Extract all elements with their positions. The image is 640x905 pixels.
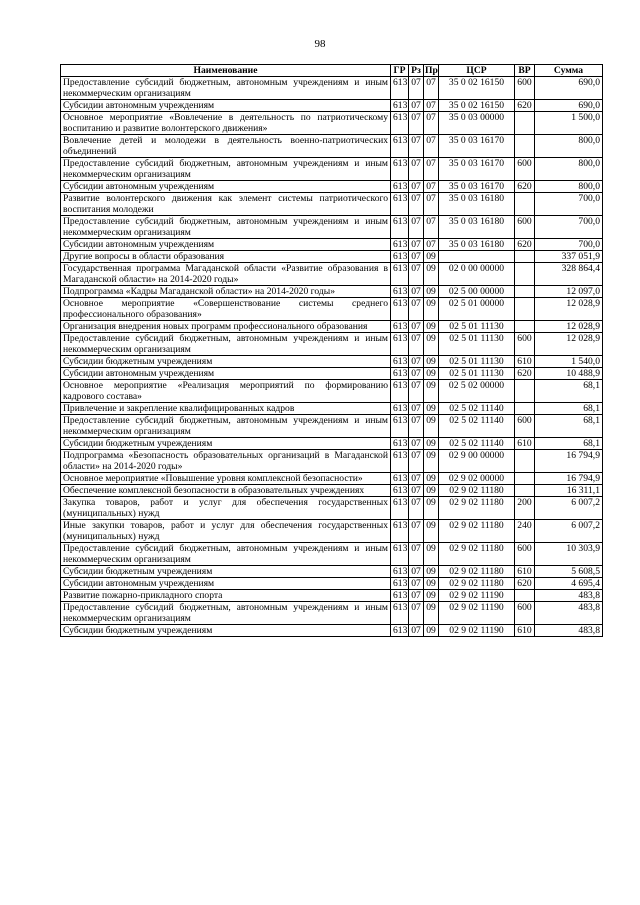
cell-csr: 02 5 02 00000: [439, 380, 515, 403]
cell-csr: 02 5 01 00000: [439, 298, 515, 321]
cell-pr: 09: [424, 438, 439, 450]
cell-csr: 02 0 00 00000: [439, 263, 515, 286]
cell-csr: 02 9 02 00000: [439, 473, 515, 485]
cell-gr: 613: [391, 380, 409, 403]
cell-vr: [515, 403, 535, 415]
table-row: [61, 321, 603, 333]
cell-pr: 07: [424, 216, 439, 239]
cell-rz: 07: [409, 403, 424, 415]
cell-pr: 07: [424, 77, 439, 100]
cell-name: Основное мероприятие «Реализация мероприятий по формированию кадрового состава»: [61, 380, 391, 403]
table-row: [61, 239, 603, 251]
cell-pr: 09: [424, 485, 439, 497]
table-row: [61, 520, 603, 543]
cell-sum: 483,8: [535, 590, 603, 602]
cell-sum: 5 608,5: [535, 566, 603, 578]
budget-table: [60, 64, 603, 637]
cell-name: Предоставление субсидий бюджетным, автономным учреждениям и иным некоммерческим организациям: [61, 415, 391, 438]
cell-sum: 700,0: [535, 239, 603, 251]
header-sum: Сумма: [535, 65, 603, 77]
cell-rz: 07: [409, 543, 424, 566]
cell-csr: 02 9 02 11190: [439, 602, 515, 625]
table-row: [61, 263, 603, 286]
cell-vr: [515, 193, 535, 216]
cell-rz: 07: [409, 566, 424, 578]
cell-csr: 02 9 02 11190: [439, 590, 515, 602]
cell-csr: 02 9 02 11180: [439, 485, 515, 497]
cell-rz: 07: [409, 251, 424, 263]
cell-csr: 02 9 02 11180: [439, 520, 515, 543]
cell-gr: 613: [391, 485, 409, 497]
cell-sum: 12 028,9: [535, 321, 603, 333]
cell-pr: 07: [424, 158, 439, 181]
cell-sum: 16 311,1: [535, 485, 603, 497]
cell-pr: 09: [424, 286, 439, 298]
cell-sum: 800,0: [535, 181, 603, 193]
cell-sum: 4 695,4: [535, 578, 603, 590]
table-row: [61, 403, 603, 415]
table-row: [61, 380, 603, 403]
cell-gr: 613: [391, 263, 409, 286]
cell-pr: 09: [424, 251, 439, 263]
cell-pr: 09: [424, 590, 439, 602]
table-row: [61, 485, 603, 497]
header-vr: ВР: [515, 65, 535, 77]
cell-name: Закупка товаров, работ и услуг для обеспечения государственных (муниципальных) нужд: [61, 497, 391, 520]
cell-gr: 613: [391, 625, 409, 637]
cell-rz: 07: [409, 380, 424, 403]
cell-csr: 35 0 03 16170: [439, 158, 515, 181]
cell-sum: 700,0: [535, 193, 603, 216]
cell-rz: 07: [409, 625, 424, 637]
cell-gr: 613: [391, 181, 409, 193]
cell-sum: 6 007,2: [535, 497, 603, 520]
cell-name: Развитие пожарно-прикладного спорта: [61, 590, 391, 602]
table-header-row: [61, 65, 603, 77]
cell-csr: 35 0 03 00000: [439, 112, 515, 135]
cell-csr: 02 5 02 11140: [439, 438, 515, 450]
cell-rz: 07: [409, 578, 424, 590]
cell-rz: 07: [409, 263, 424, 286]
cell-gr: 613: [391, 590, 409, 602]
cell-sum: 1 500,0: [535, 112, 603, 135]
cell-csr: 02 9 02 11180: [439, 578, 515, 590]
table-row: [61, 251, 603, 263]
cell-name: Субсидии автономным учреждениям: [61, 368, 391, 380]
cell-pr: 07: [424, 239, 439, 251]
cell-pr: 09: [424, 625, 439, 637]
cell-rz: 07: [409, 602, 424, 625]
cell-gr: 613: [391, 158, 409, 181]
cell-rz: 07: [409, 368, 424, 380]
cell-rz: 07: [409, 497, 424, 520]
cell-gr: 613: [391, 356, 409, 368]
cell-rz: 07: [409, 356, 424, 368]
cell-pr: 07: [424, 135, 439, 158]
cell-vr: [515, 298, 535, 321]
cell-name: Субсидии бюджетным учреждениям: [61, 625, 391, 637]
cell-vr: [515, 485, 535, 497]
cell-name: Основное мероприятие «Вовлечение в деятельность по патриотическому воспитанию и развитие волонтерского движения»: [61, 112, 391, 135]
table-row: [61, 216, 603, 239]
cell-gr: 613: [391, 286, 409, 298]
cell-sum: 10 488,9: [535, 368, 603, 380]
cell-pr: 07: [424, 112, 439, 135]
cell-name: Субсидии бюджетным учреждениям: [61, 356, 391, 368]
cell-csr: 02 5 01 11130: [439, 356, 515, 368]
cell-name: Подпрограмма «Безопасность образовательных организаций в Магаданской области» на 2014-2020 годы»: [61, 450, 391, 473]
cell-csr: 02 5 01 11130: [439, 321, 515, 333]
cell-vr: 600: [515, 602, 535, 625]
cell-gr: 613: [391, 251, 409, 263]
cell-name: Предоставление субсидий бюджетным, автономным учреждениям и иным некоммерческим организациям: [61, 216, 391, 239]
cell-sum: 12 097,0: [535, 286, 603, 298]
table-row: [61, 415, 603, 438]
cell-vr: 600: [515, 543, 535, 566]
cell-sum: 12 028,9: [535, 298, 603, 321]
cell-csr: 02 9 02 11180: [439, 543, 515, 566]
cell-rz: 07: [409, 438, 424, 450]
cell-vr: 620: [515, 368, 535, 380]
cell-rz: 07: [409, 112, 424, 135]
cell-sum: 700,0: [535, 216, 603, 239]
cell-sum: 68,1: [535, 415, 603, 438]
cell-rz: 07: [409, 216, 424, 239]
cell-name: Основное мероприятие «Повышение уровня комплексной безопасности»: [61, 473, 391, 485]
table-row: [61, 77, 603, 100]
cell-csr: 02 5 01 11130: [439, 333, 515, 356]
cell-name: Организация внедрения новых программ профессионального образования: [61, 321, 391, 333]
cell-rz: 07: [409, 298, 424, 321]
cell-pr: 09: [424, 450, 439, 473]
cell-name: Субсидии автономным учреждениям: [61, 239, 391, 251]
cell-vr: 610: [515, 566, 535, 578]
cell-name: Субсидии автономным учреждениям: [61, 181, 391, 193]
cell-vr: [515, 321, 535, 333]
cell-csr: 02 5 00 00000: [439, 286, 515, 298]
cell-gr: 613: [391, 333, 409, 356]
cell-name: Подпрограмма «Кадры Магаданской области» на 2014-2020 годы»: [61, 286, 391, 298]
cell-csr: 02 5 02 11140: [439, 403, 515, 415]
cell-vr: [515, 135, 535, 158]
table-row: [61, 625, 603, 637]
cell-pr: 09: [424, 415, 439, 438]
cell-vr: 610: [515, 625, 535, 637]
cell-csr: 35 0 03 16170: [439, 135, 515, 158]
cell-gr: 613: [391, 415, 409, 438]
cell-csr: 35 0 03 16180: [439, 239, 515, 251]
cell-pr: 09: [424, 602, 439, 625]
cell-gr: 613: [391, 216, 409, 239]
cell-vr: 200: [515, 497, 535, 520]
cell-sum: 690,0: [535, 77, 603, 100]
cell-name: Предоставление субсидий бюджетным, автономным учреждениям и иным некоммерческим организациям: [61, 543, 391, 566]
cell-gr: 613: [391, 438, 409, 450]
cell-rz: 07: [409, 77, 424, 100]
cell-name: Субсидии автономным учреждениям: [61, 578, 391, 590]
cell-vr: 240: [515, 520, 535, 543]
cell-name: Предоставление субсидий бюджетным, автономным учреждениям и иным некоммерческим организациям: [61, 602, 391, 625]
cell-rz: 07: [409, 450, 424, 473]
cell-sum: 800,0: [535, 135, 603, 158]
cell-pr: 09: [424, 263, 439, 286]
cell-vr: 620: [515, 100, 535, 112]
cell-vr: 610: [515, 438, 535, 450]
cell-csr: 35 0 03 16170: [439, 181, 515, 193]
cell-rz: 07: [409, 193, 424, 216]
table-row: [61, 450, 603, 473]
cell-gr: 613: [391, 321, 409, 333]
cell-name: Субсидии бюджетным учреждениям: [61, 566, 391, 578]
cell-rz: 07: [409, 415, 424, 438]
cell-rz: 07: [409, 321, 424, 333]
cell-csr: 02 9 02 11180: [439, 566, 515, 578]
table-row: [61, 193, 603, 216]
cell-vr: 620: [515, 181, 535, 193]
table-row: [61, 590, 603, 602]
cell-name: Развитие волонтерского движения как элемент системы патриотического воспитания молодежи: [61, 193, 391, 216]
cell-name: Предоставление субсидий бюджетным, автономным учреждениям и иным некоммерческим организациям: [61, 77, 391, 100]
cell-rz: 07: [409, 590, 424, 602]
cell-vr: [515, 380, 535, 403]
cell-vr: [515, 473, 535, 485]
cell-gr: 613: [391, 77, 409, 100]
cell-csr: 35 0 02 16150: [439, 100, 515, 112]
cell-pr: 09: [424, 333, 439, 356]
cell-sum: 337 051,9: [535, 251, 603, 263]
cell-gr: 613: [391, 473, 409, 485]
cell-pr: 09: [424, 543, 439, 566]
cell-csr: 02 5 01 11130: [439, 368, 515, 380]
cell-rz: 07: [409, 158, 424, 181]
header-csr: ЦСР: [439, 65, 515, 77]
header-rz: Рз: [409, 65, 424, 77]
cell-gr: 613: [391, 112, 409, 135]
cell-gr: 613: [391, 239, 409, 251]
table-row: [61, 368, 603, 380]
cell-sum: 68,1: [535, 438, 603, 450]
table-body: [61, 77, 603, 637]
cell-vr: 610: [515, 356, 535, 368]
cell-vr: [515, 112, 535, 135]
cell-pr: 09: [424, 566, 439, 578]
header-name: Наименование: [61, 65, 391, 77]
cell-gr: 613: [391, 100, 409, 112]
cell-sum: 800,0: [535, 158, 603, 181]
cell-gr: 613: [391, 497, 409, 520]
cell-pr: 09: [424, 520, 439, 543]
table-row: [61, 578, 603, 590]
cell-sum: 6 007,2: [535, 520, 603, 543]
cell-rz: 07: [409, 485, 424, 497]
cell-name: Государственная программа Магаданской области «Развитие образования в Магаданской области» на 2014-2020 годы»: [61, 263, 391, 286]
cell-sum: 16 794,9: [535, 450, 603, 473]
cell-name: Субсидии автономным учреждениям: [61, 100, 391, 112]
table-row: [61, 356, 603, 368]
cell-csr: 35 0 03 16180: [439, 193, 515, 216]
cell-sum: 68,1: [535, 403, 603, 415]
table-row: [61, 135, 603, 158]
cell-name: Другие вопросы в области образования: [61, 251, 391, 263]
cell-vr: 600: [515, 158, 535, 181]
cell-rz: 07: [409, 473, 424, 485]
cell-sum: 328 864,4: [535, 263, 603, 286]
cell-gr: 613: [391, 520, 409, 543]
cell-rz: 07: [409, 286, 424, 298]
table-row: [61, 497, 603, 520]
cell-gr: 613: [391, 543, 409, 566]
table-row: [61, 602, 603, 625]
cell-vr: 620: [515, 578, 535, 590]
cell-sum: 690,0: [535, 100, 603, 112]
cell-gr: 613: [391, 566, 409, 578]
cell-pr: 09: [424, 403, 439, 415]
cell-sum: 68,1: [535, 380, 603, 403]
cell-gr: 613: [391, 193, 409, 216]
table-row: [61, 158, 603, 181]
cell-csr: 02 5 02 11140: [439, 415, 515, 438]
cell-sum: 483,8: [535, 625, 603, 637]
cell-name: Обеспечение комплексной безопасности в образовательных учреждениях: [61, 485, 391, 497]
table-row: [61, 286, 603, 298]
cell-sum: 12 028,9: [535, 333, 603, 356]
cell-rz: 07: [409, 333, 424, 356]
cell-csr: 35 0 03 16180: [439, 216, 515, 239]
cell-vr: 620: [515, 239, 535, 251]
cell-gr: 613: [391, 298, 409, 321]
cell-pr: 09: [424, 356, 439, 368]
table-row: [61, 100, 603, 112]
table-row: [61, 333, 603, 356]
cell-rz: 07: [409, 100, 424, 112]
cell-pr: 07: [424, 100, 439, 112]
cell-pr: 09: [424, 473, 439, 485]
cell-gr: 613: [391, 602, 409, 625]
header-pr: Пр: [425, 65, 438, 76]
cell-vr: [515, 590, 535, 602]
cell-vr: [515, 251, 535, 263]
cell-gr: 613: [391, 578, 409, 590]
cell-rz: 07: [409, 181, 424, 193]
table-row: [61, 298, 603, 321]
cell-gr: 613: [391, 403, 409, 415]
cell-name: Иные закупки товаров, работ и услуг для обеспечения государственных (муниципальных) нужд: [61, 520, 391, 543]
table-row: [61, 181, 603, 193]
cell-csr: [439, 251, 515, 263]
cell-pr: 09: [424, 321, 439, 333]
cell-gr: 613: [391, 368, 409, 380]
page-number: 98: [314, 38, 326, 50]
cell-pr: 07: [424, 181, 439, 193]
cell-vr: 600: [515, 415, 535, 438]
cell-rz: 07: [409, 239, 424, 251]
cell-name: Основное мероприятие «Совершенствование системы среднего профессионального образования»: [61, 298, 391, 321]
cell-vr: [515, 286, 535, 298]
cell-rz: 07: [409, 135, 424, 158]
cell-vr: [515, 263, 535, 286]
table-row: [61, 473, 603, 485]
cell-name: Предоставление субсидий бюджетным, автономным учреждениям и иным некоммерческим организациям: [61, 333, 391, 356]
cell-pr: 09: [424, 497, 439, 520]
cell-sum: 10 303,9: [535, 543, 603, 566]
cell-csr: 02 9 00 00000: [439, 450, 515, 473]
cell-vr: 600: [515, 333, 535, 356]
cell-sum: 483,8: [535, 602, 603, 625]
cell-csr: 35 0 02 16150: [439, 77, 515, 100]
cell-pr: 07: [424, 193, 439, 216]
table-row: [61, 543, 603, 566]
cell-name: Субсидии бюджетным учреждениям: [61, 438, 391, 450]
cell-pr: 09: [424, 380, 439, 403]
cell-sum: 16 794,9: [535, 473, 603, 485]
cell-name: Вовлечение детей и молодежи в деятельность военно-патриотических объединений: [61, 135, 391, 158]
cell-name: Привлечение и закрепление квалифицированных кадров: [61, 403, 391, 415]
table-row: [61, 438, 603, 450]
cell-pr: 09: [424, 298, 439, 321]
cell-csr: 02 9 02 11190: [439, 625, 515, 637]
cell-rz: 07: [409, 520, 424, 543]
cell-vr: [515, 450, 535, 473]
cell-vr: 600: [515, 216, 535, 239]
header-gr: ГР: [391, 65, 409, 77]
cell-pr: 09: [424, 578, 439, 590]
cell-name: Предоставление субсидий бюджетным, автономным учреждениям и иным некоммерческим организациям: [61, 158, 391, 181]
cell-vr: 600: [515, 77, 535, 100]
cell-pr: 09: [424, 368, 439, 380]
table-row: [61, 566, 603, 578]
cell-gr: 613: [391, 450, 409, 473]
cell-gr: 613: [391, 135, 409, 158]
cell-csr: 02 9 02 11180: [439, 497, 515, 520]
table-row: [61, 112, 603, 135]
cell-sum: 1 540,0: [535, 356, 603, 368]
